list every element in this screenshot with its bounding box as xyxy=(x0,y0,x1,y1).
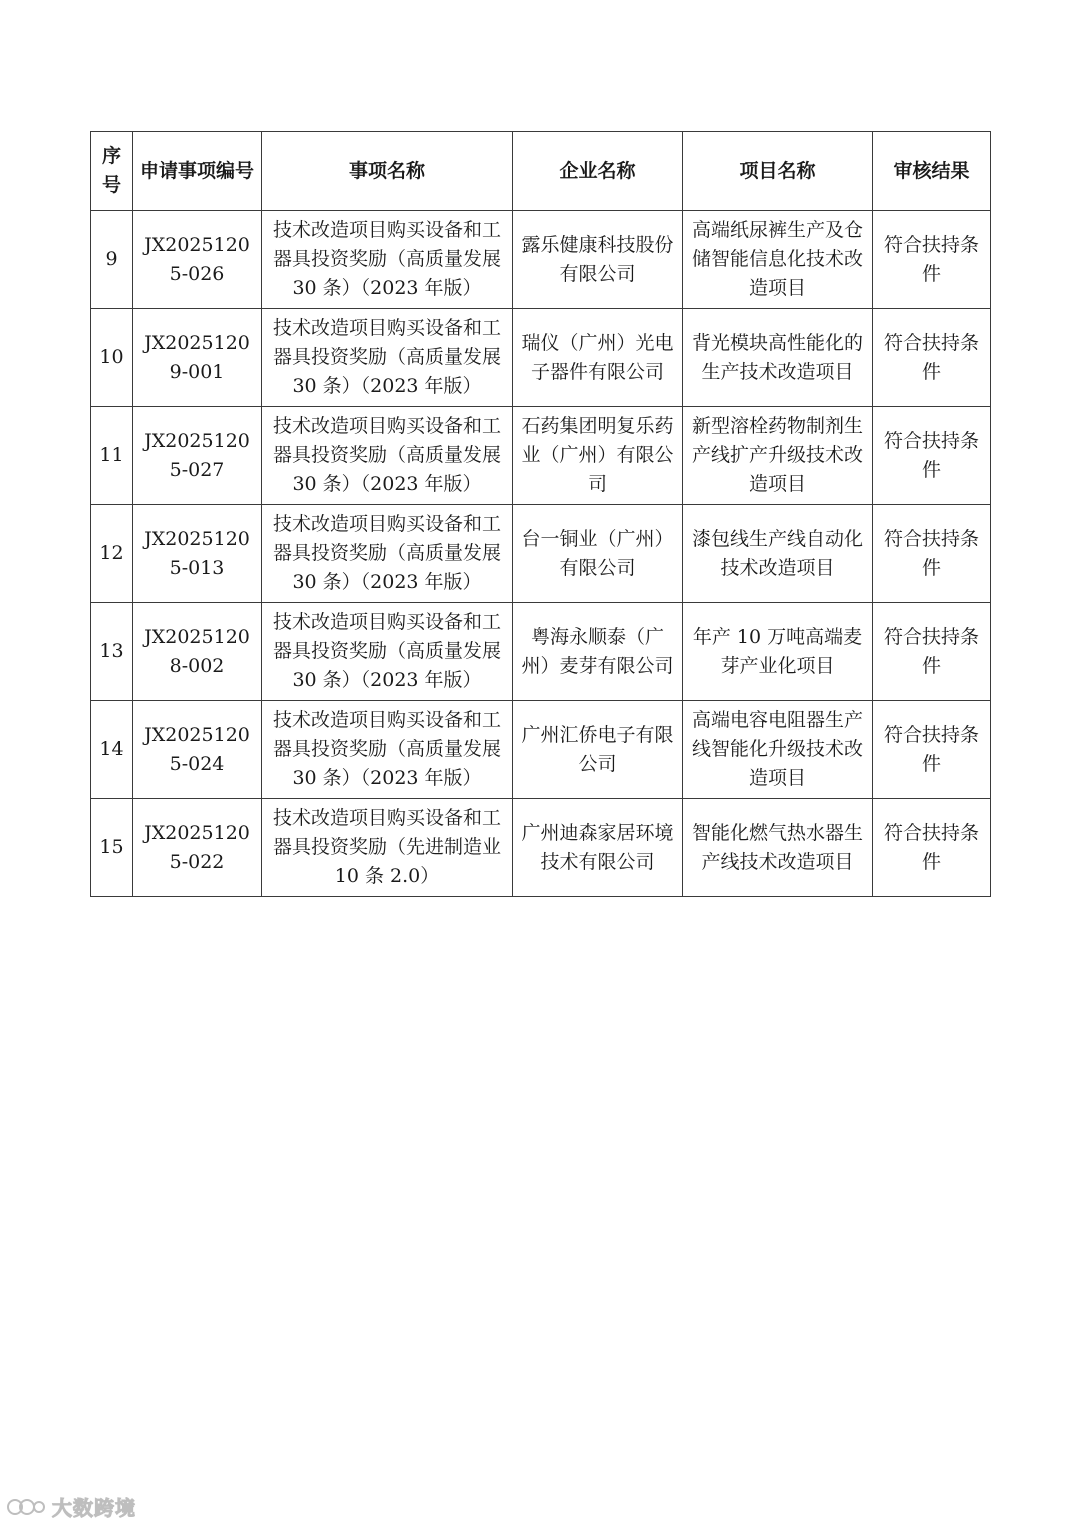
cell-serial-number: 14 xyxy=(91,701,133,799)
cell-serial-number: 11 xyxy=(91,407,133,505)
cell-serial-number: 12 xyxy=(91,505,133,603)
cell-application-code: JX20251205-026 xyxy=(133,211,262,309)
cell-review-result: 符合扶持条件 xyxy=(873,211,991,309)
table-row xyxy=(91,701,991,799)
cell-item-name: 技术改造项目购买设备和工器具投资奖励（高质量发展 30 条）（2023 年版） xyxy=(262,505,513,603)
header-review-result: 审核结果 xyxy=(873,132,991,211)
cell-project-name: 漆包线生产线自动化技术改造项目 xyxy=(683,505,873,603)
cell-company-name: 瑞仪（广州）光电子器件有限公司 xyxy=(513,309,683,407)
cell-company-name: 广州迪森家居环境技术有限公司 xyxy=(513,799,683,897)
watermark-text: 大数跨境 xyxy=(52,1496,136,1520)
cell-item-name: 技术改造项目购买设备和工器具投资奖励（高质量发展 30 条）（2023 年版） xyxy=(262,211,513,309)
cell-application-code: JX20251208-002 xyxy=(133,603,262,701)
cell-serial-number: 9 xyxy=(91,211,133,309)
cell-project-name: 背光模块高性能化的生产技术改造项目 xyxy=(683,309,873,407)
approval-table xyxy=(90,131,991,897)
cell-item-name: 技术改造项目购买设备和工器具投资奖励（高质量发展 30 条）（2023 年版） xyxy=(262,603,513,701)
cell-review-result: 符合扶持条件 xyxy=(873,701,991,799)
cell-item-name: 技术改造项目购买设备和工器具投资奖励（高质量发展 30 条）（2023 年版） xyxy=(262,309,513,407)
cell-application-code: JX20251205-022 xyxy=(133,799,262,897)
cell-company-name: 露乐健康科技股份有限公司 xyxy=(513,211,683,309)
table-row xyxy=(91,505,991,603)
cell-application-code: JX20251205-027 xyxy=(133,407,262,505)
header-project-name: 项目名称 xyxy=(683,132,873,211)
table-row xyxy=(91,309,991,407)
cell-item-name: 技术改造项目购买设备和工器具投资奖励（高质量发展 30 条）（2023 年版） xyxy=(262,701,513,799)
cell-project-name: 高端电容电阻器生产线智能化升级技术改造项目 xyxy=(683,701,873,799)
header-company-name: 企业名称 xyxy=(513,132,683,211)
cell-item-name: 技术改造项目购买设备和工器具投资奖励（先进制造业 10 条 2.0） xyxy=(262,799,513,897)
cell-review-result: 符合扶持条件 xyxy=(873,407,991,505)
cell-serial-number: 13 xyxy=(91,603,133,701)
cell-application-code: JX20251209-001 xyxy=(133,309,262,407)
table-row xyxy=(91,211,991,309)
table-row xyxy=(91,603,991,701)
cell-company-name: 粤海永顺泰（广州）麦芽有限公司 xyxy=(513,603,683,701)
header-item-name: 事项名称 xyxy=(262,132,513,211)
cell-company-name: 广州汇侨电子有限公司 xyxy=(513,701,683,799)
cell-project-name: 高端纸尿裤生产及仓储智能信息化技术改造项目 xyxy=(683,211,873,309)
cell-review-result: 符合扶持条件 xyxy=(873,505,991,603)
cell-item-name: 技术改造项目购买设备和工器具投资奖励（高质量发展 30 条）（2023 年版） xyxy=(262,407,513,505)
cell-application-code: JX20251205-013 xyxy=(133,505,262,603)
cell-company-name: 石药集团明复乐药业（广州）有限公司 xyxy=(513,407,683,505)
cell-serial-number: 15 xyxy=(91,799,133,897)
cell-review-result: 符合扶持条件 xyxy=(873,309,991,407)
watermark xyxy=(6,1492,136,1521)
cell-company-name: 台一铜业（广州）有限公司 xyxy=(513,505,683,603)
cell-project-name: 年产 10 万吨高端麦芽产业化项目 xyxy=(683,603,873,701)
brand-logo-icon xyxy=(6,1496,46,1518)
cell-project-name: 智能化燃气热水器生产线技术改造项目 xyxy=(683,799,873,897)
header-serial-number: 序号 xyxy=(91,132,133,211)
cell-review-result: 符合扶持条件 xyxy=(873,603,991,701)
cell-review-result: 符合扶持条件 xyxy=(873,799,991,897)
cell-project-name: 新型溶栓药物制剂生产线扩产升级技术改造项目 xyxy=(683,407,873,505)
cell-application-code: JX20251205-024 xyxy=(133,701,262,799)
table-header-row xyxy=(91,132,991,211)
header-application-code: 申请事项编号 xyxy=(133,132,262,211)
cell-serial-number: 10 xyxy=(91,309,133,407)
table-row xyxy=(91,799,991,897)
table-row xyxy=(91,407,991,505)
